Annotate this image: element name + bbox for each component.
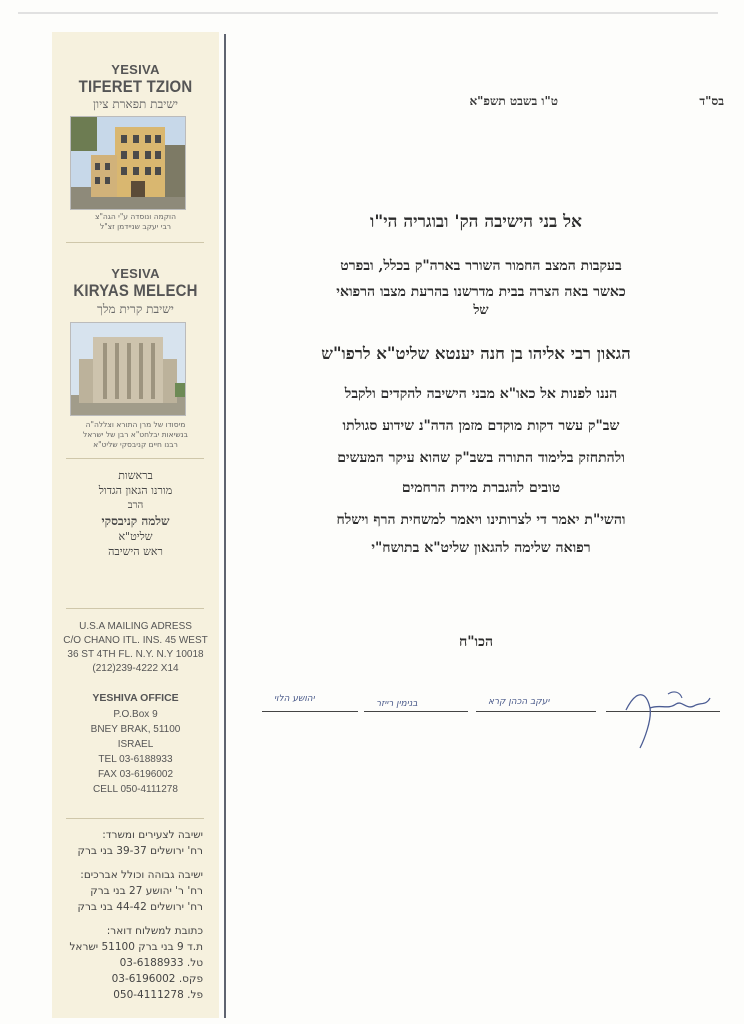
paragraph2-line1: הננו לפנות אל כאו"א מבני הישיבה להקדים ולקבל — [344, 386, 618, 402]
leadership-rav-name: שלמה קניבסקי — [101, 514, 170, 528]
office-title: YESHIVA OFFICE — [92, 692, 179, 704]
letter-closing: הכו"ח — [458, 634, 494, 650]
yeshiva2-founded-2: בנשיאות יבלחט"א רבן של ישראל — [82, 430, 189, 439]
address-title-1: ישיבה לצעירים ומשרד: — [102, 829, 203, 841]
paragraph3-line1: והשי"ת יאמר די לצרותינו ויאמר למשחית הרף וישלח — [336, 512, 626, 528]
signature-text: יעקב הכהן קרא — [488, 697, 550, 707]
yeshiva1-hebrew-name: ישיבת תפארת ציון — [92, 97, 179, 111]
letterhead-sidebar — [52, 32, 219, 1018]
handwritten-signature — [616, 680, 716, 750]
leadership-line-3: הרב — [127, 500, 144, 511]
yeshiva2-building-photo — [70, 322, 186, 416]
yeshiva2-founded-3: רבנו חיים קניבסקי שליט"א — [93, 440, 178, 449]
yeshiva2-label: YESIVA — [111, 266, 160, 281]
address-line: רח' ירושלים 39-37 בני ברק — [77, 845, 203, 857]
address-line: רח' ר' יהושע 27 בני ברק — [90, 885, 203, 897]
paragraph1-line3: של — [473, 303, 489, 318]
yeshiva2-name: KIRYAS MELECH — [73, 281, 198, 300]
signature-line — [476, 711, 596, 712]
address-line: פל. 050-4111278 — [113, 989, 203, 1001]
sidebar-separator — [66, 608, 204, 609]
office-country: ISRAEL — [117, 739, 154, 750]
patient-name-line: הגאון רבי אליהו בן חנה יענטא שליט"א לרפו"ש — [321, 344, 631, 363]
signature-line — [262, 711, 358, 712]
address-line: ת.ד 9 בני ברק 51100 ישראל — [69, 941, 203, 953]
usa-phone: (212)239-4222 X14 — [92, 663, 179, 674]
top-edge-line — [18, 12, 718, 14]
signature-text: בנימין רייזר — [376, 699, 418, 709]
paragraph2-line2: שב"ק עשר דקות מוקדם מזמן הדה"נ שידוע סגולתו — [342, 418, 620, 434]
letter-date: ט"ו בשבט תשפ"א — [469, 94, 558, 108]
leadership-title: ראש הישיבה — [108, 545, 163, 558]
address-line: רח' ירושלים 44-42 בני ברק — [77, 901, 203, 913]
usa-address-line-2: 36 ST 4TH FL. N.Y. N.Y 10018 — [67, 649, 204, 660]
sidebar-separator — [66, 242, 204, 243]
yeshiva1-founded-1: הוקמה ונוסדה ע"י הגה"צ — [95, 212, 176, 221]
office-fax: FAX 03-6196002 — [97, 769, 174, 780]
address-title-2: ישיבה גבוהה וכולל אברכים: — [80, 869, 203, 881]
yeshiva1-label: YESIVA — [111, 62, 160, 77]
leadership-line-1: בראשות — [118, 469, 153, 482]
address-title-3: כתובת למשלוח דואר: — [106, 925, 203, 937]
signature-text: יהושע הלוי — [274, 694, 315, 704]
sidebar-separator — [66, 458, 204, 459]
yeshiva2-founded-1: מיסודו של מרן התורא וצללה"ה — [85, 420, 186, 429]
sidebar-separator — [66, 818, 204, 819]
office-cell: CELL 050-4111278 — [93, 784, 178, 795]
paragraph2-line3: ולהתחזק בלימוד התורה בשב"ק שהוא עיקר המעשים — [337, 450, 625, 466]
paragraph1-line1: בעקבות המצב החמור השורר בארה"ק בכלל, ובפרט — [340, 258, 622, 274]
signature-line — [364, 711, 468, 712]
leadership-line-5: שליט"א — [118, 530, 153, 543]
address-line: פקס. 03-6196002 — [111, 973, 203, 985]
yeshiva1-founded-2: רבי יעקב שניידמן זצ"ל — [99, 222, 172, 231]
yeshiva1-name: TIFERET TZION — [78, 77, 193, 96]
paragraph2-line4: טובים להגברת מידת הרחמים — [401, 480, 561, 496]
usa-address-title: U.S.A MAILING ADRESS — [79, 621, 192, 632]
yeshiva2-hebrew-name: ישיבת קרית מלך — [97, 302, 174, 316]
bsd-header: בס"ד — [699, 94, 724, 108]
office-city: BNEY BRAK, 51100 — [90, 724, 181, 735]
address-line: טל. 03-6188933 — [119, 957, 203, 969]
paragraph3-line2: רפואה שלימה להגאון שליט"א בתושח"י — [371, 540, 591, 556]
office-pobox: P.O.Box 9 — [113, 709, 158, 720]
office-tel: TEL 03-6188933 — [98, 754, 173, 765]
letter-body — [226, 32, 726, 1018]
leadership-line-2: מורנו הגאון הגדול — [98, 484, 173, 497]
usa-address-line-1: C/O CHANO ITL. INS. 45 WEST — [63, 635, 208, 646]
yeshiva1-building-photo — [70, 116, 186, 210]
letter-heading: אל בני הישיבה הק' ובוגריה הי"ו — [370, 212, 582, 232]
paragraph1-line2: כאשר באה הצרה בבית מדרשנו בהרעת מצבו הרפואי — [336, 284, 626, 300]
